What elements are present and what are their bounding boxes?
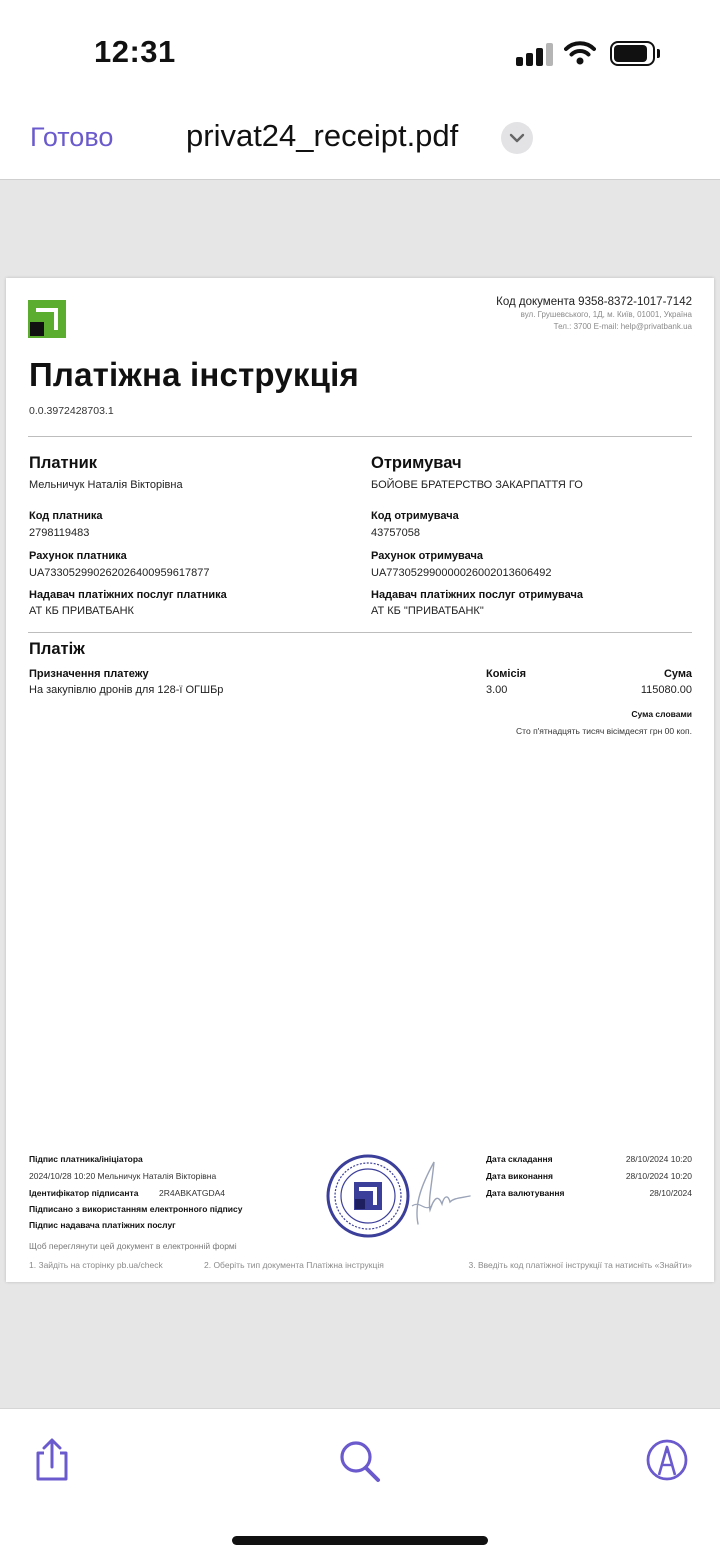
payer-name: Мельничук Наталія Вікторівна xyxy=(29,479,183,491)
recipient-code: 43757058 xyxy=(371,527,420,539)
nav-bar xyxy=(0,100,720,180)
document-page xyxy=(6,278,714,1282)
payer-provider: АТ КБ ПРИВАТБАНК xyxy=(29,605,134,617)
status-time: 12:31 xyxy=(94,34,176,69)
date-executed-label: Дата виконання xyxy=(486,1171,553,1181)
date-created: 28/10/2024 10:20 xyxy=(625,1154,692,1164)
bank-stamp-icon xyxy=(326,1154,410,1238)
hint-step-1: 1. Зайдіть на сторінку pb.ua/check xyxy=(29,1260,163,1270)
amount-words-label: Сума словами xyxy=(631,709,692,719)
markup-icon[interactable] xyxy=(645,1437,689,1483)
battery-icon xyxy=(610,41,660,66)
wifi-icon xyxy=(564,40,596,66)
hint-step-2: 2. Оберіть тип документа Платіжна інструкція xyxy=(204,1260,384,1270)
document-number: 0.0.3972428703.1 xyxy=(29,405,114,417)
divider xyxy=(28,436,692,437)
signer-id-label: Ідентифікатор підписанта xyxy=(29,1188,139,1198)
amount-value: 115080.00 xyxy=(640,684,692,696)
status-bar xyxy=(0,0,720,100)
hint-step-3: 3. Введіть код платіжної інструкції та натисніть «Знайти» xyxy=(468,1260,692,1270)
document-title: Платіжна інструкція xyxy=(29,356,359,393)
payer-account: UA733052990262026400959617877 xyxy=(29,567,210,579)
done-button[interactable]: Готово xyxy=(30,122,114,152)
recipient-name: БОЙОВЕ БРАТЕРСТВО ЗАКАРПАТТЯ ГО xyxy=(371,479,583,491)
document-code: Код документа 9358-8372-1017-7142 xyxy=(496,296,692,308)
share-icon[interactable] xyxy=(30,1437,74,1483)
recipient-code-label: Код отримувача xyxy=(371,510,459,522)
chevron-down-icon[interactable] xyxy=(501,122,533,154)
amount-words: Сто п'ятнадцять тисяч вісімдесят грн 00 коп. xyxy=(516,726,692,736)
date-value-label: Дата валютування xyxy=(486,1188,565,1198)
commission-label: Комісія xyxy=(486,668,527,680)
commission-value: 3.00 xyxy=(486,684,508,696)
recipient-provider: АТ КБ "ПРИВАТБАНК" xyxy=(371,605,484,617)
payment-purpose: На закупівлю дронів для 128-ї ОГШБр xyxy=(29,684,224,696)
amount-label: Сума xyxy=(663,668,692,680)
payer-account-label: Рахунок платника xyxy=(29,550,127,562)
signer-id: 2R4ABKATGDA4 xyxy=(159,1188,225,1198)
payer-provider-label: Надавач платіжних послуг платника xyxy=(29,589,227,601)
file-title[interactable]: privat24_receipt.pdf xyxy=(186,118,459,153)
document-info xyxy=(496,296,692,332)
payer-code: 2798119483 xyxy=(29,527,90,539)
recipient-heading: Отримувач xyxy=(371,454,462,472)
signature-icon xyxy=(404,1154,474,1228)
payment-purpose-label: Призначення платежу xyxy=(29,668,149,680)
divider xyxy=(28,632,692,633)
signer-label: Підпис платника/ініціатора xyxy=(29,1154,143,1164)
payer-code-label: Код платника xyxy=(29,510,103,522)
recipient-account-label: Рахунок отримувача xyxy=(371,550,483,562)
bank-address: вул. Грушевського, 1Д, м. Київ, 01001, Україна xyxy=(520,310,692,319)
date-executed: 28/10/2024 10:20 xyxy=(625,1171,692,1181)
recipient-account: UA773052990000026002013606492 xyxy=(371,567,552,579)
date-created-label: Дата складання xyxy=(486,1154,553,1164)
search-icon[interactable] xyxy=(338,1437,382,1483)
date-value: 28/10/2024 xyxy=(649,1188,692,1198)
recipient-provider-label: Надавач платіжних послуг отримувача xyxy=(371,589,583,601)
home-indicator xyxy=(232,1536,488,1545)
provider-sign-label: Підпис надавача платіжних послуг xyxy=(29,1220,176,1230)
payment-heading: Платіж xyxy=(29,640,85,658)
hint-title: Щоб переглянути цей документ в електронній формі xyxy=(29,1241,237,1251)
esign-note: Підписано з використанням електронного підпису xyxy=(29,1204,243,1214)
signer-value: 2024/10/28 10:20 Мельничук Наталія Вікторівна xyxy=(29,1171,217,1181)
payer-heading: Платник xyxy=(29,454,97,472)
cellular-signal-icon xyxy=(516,42,552,66)
privatbank-logo-icon xyxy=(28,300,66,338)
bank-contacts: Тел.: 3700 E-mail: help@privatbank.ua xyxy=(553,322,692,331)
